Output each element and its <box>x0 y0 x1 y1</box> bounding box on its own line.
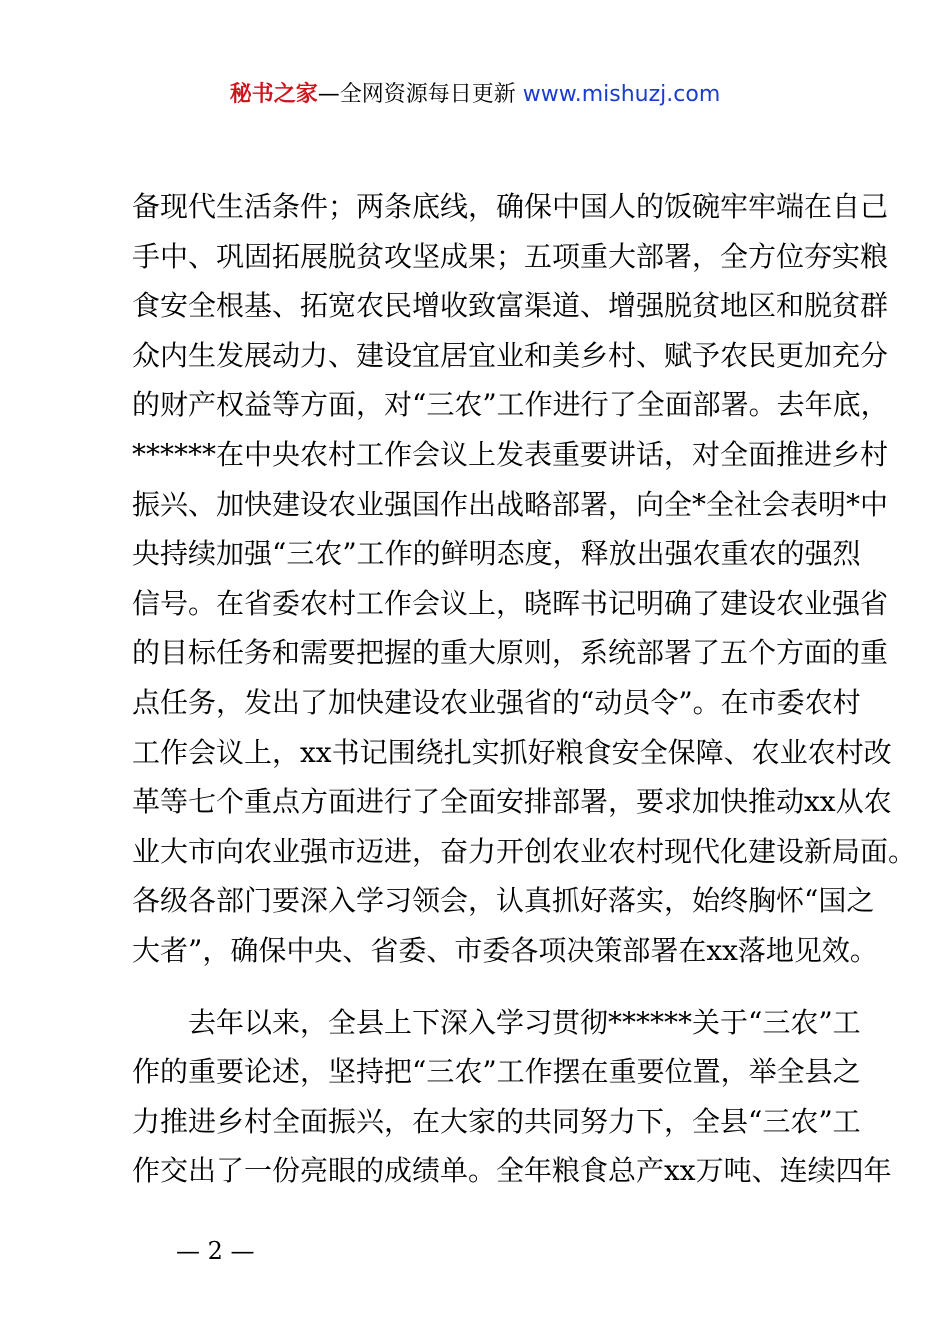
brand-slogan: —全网资源每日更新 <box>317 82 516 107</box>
text-line: 食安全根基、拓宽农民增收致富渠道、增强脱贫地区和脱贫群 <box>132 289 889 323</box>
text-line: 各级各部门要深入学习领会，认真抓好落实，始终胸怀“国之 <box>132 884 875 918</box>
text-line: 力推进乡村全面振兴，在大家的共同努力下，全县“三农”工 <box>132 1104 861 1138</box>
document-body <box>132 182 917 1196</box>
text-line: 工作会议上，xx书记围绕扎实抓好粮食安全保障、农业农村改 <box>132 735 892 769</box>
paragraph-spacer <box>132 976 832 998</box>
text-line: 央持续加强“三农”工作的鲜明态度，释放出强农重农的强烈 <box>132 537 861 571</box>
watermark-header <box>0 80 950 110</box>
text-line: 革等七个重点方面进行了全面安排部署，要求加快推动xx从农 <box>132 785 892 819</box>
text-line: 去年以来，全县上下深入学习贯彻******关于“三农”工 <box>188 1005 861 1039</box>
text-line: 作的重要论述，坚持把“三农”工作摆在重要位置，举全县之 <box>132 1055 861 1089</box>
text-line: 备现代生活条件；两条底线，确保中国人的饭碗牢牢端在自己 <box>132 190 889 223</box>
paragraph <box>132 998 892 1196</box>
text-line: 作交出了一份亮眼的成绩单。全年粮食总产xx万吨、连续四年 <box>132 1154 892 1188</box>
text-line: 的财产权益等方面，对“三农”工作进行了全面部署。去年底， <box>132 388 889 422</box>
text-line: 手中、巩固拓展脱贫攻坚成果；五项重大部署，全方位夯实粮 <box>132 239 889 273</box>
text-line: 点任务，发出了加快建设农业强省的“动员令”。在市委农村 <box>132 685 861 719</box>
text-line: 业大市向农业强市迈进，奋力开创农业农村现代化建设新局面。 <box>132 834 917 868</box>
text-line: ******在中央农村工作会议上发表重要讲话，对全面推进乡村 <box>132 437 889 471</box>
text-line: 大者”，确保中央、省委、市委各项决策部署在xx落地见效。 <box>132 933 878 967</box>
text-line: 的目标任务和需要把握的重大原则，系统部署了五个方面的重 <box>132 636 889 670</box>
page-number: — 2 — <box>176 1237 255 1265</box>
text-line: 振兴、加快建设农业强国作出战略部署，向全*全社会表明*中 <box>132 487 889 521</box>
brand-name: 秘书之家 <box>229 82 318 107</box>
text-line: 众内生发展动力、建设宜居宜业和美乡村、赋予农民更加充分 <box>132 338 889 372</box>
website-link[interactable]: www.mishuzj.com <box>522 82 721 107</box>
paragraph <box>132 182 917 976</box>
text-line: 信号。在省委农村工作会议上，晓晖书记明确了建设农业强省 <box>132 586 889 620</box>
